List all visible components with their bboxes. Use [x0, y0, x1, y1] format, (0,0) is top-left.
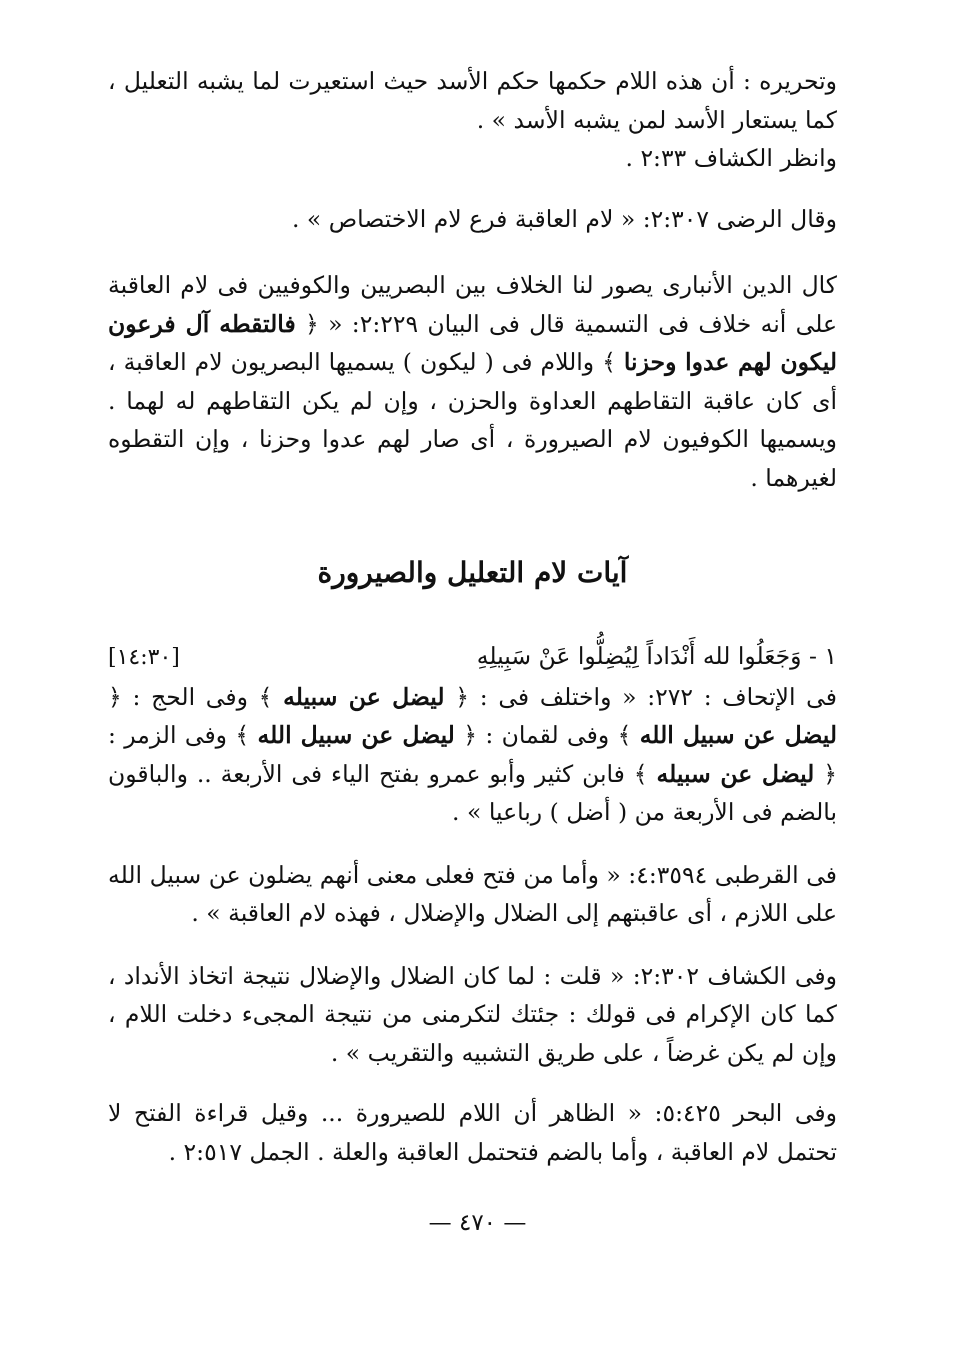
text-segment: فى الإتحاف : ٢٧٢: « واختلف فى : ﴿: [444, 682, 837, 711]
paragraph-tahrir: وتحريره : أن هذه اللام حكمها حكم الأسد حيث استعيرت لما يشبه التعليل ، كما يستعار الأسد لمن يشبه الأسد » .: [108, 67, 837, 134]
paragraph-ithaf: [108, 678, 837, 832]
verse-reference: [١٤:٣٠]: [108, 645, 180, 670]
text-segment: ﴾ واللام فى ( ليكون ) يسميها البصريون لام العاقبة ، أى كان عاقبة التقاطهم العداوة والحزن ، وإن لم يكن التقاطهم له لهما . ويسميها الكوفيون لام الصيرورة ، أى صار لهم عدوا وحزنا ، وإن التقطوه لغيرهما .: [108, 348, 837, 492]
paragraph-bahr: وفى البحر ٥:٤٢٥: « الظاهر أن اللام للصيرورة ... وقيل قراءة الفتح لا تحتمل لام العاقبة ، وأما بالضم فتحتمل العاقبة والعلة . الجمل ٢:٥١٧ .: [108, 1099, 837, 1166]
paragraph-kashshaf-ref: وانظر الكشاف ٢:٣٣ .: [625, 144, 837, 172]
paragraph-anbari: [108, 266, 837, 497]
verse-text: ١ - وَجَعَلُوا لله أَنْدَاداً لِيُضِلُّوا عَنْ سَبِيلِهِ: [476, 642, 837, 670]
verse-line: [108, 637, 837, 678]
quran-quote: ليضل عن سبيل الله: [639, 721, 838, 749]
text-segment: كال الدين الأنبارى يصور لنا الخلاف بين البصريين والكوفيين فى لام العاقبة على أنه خلاف فى التسمية قال فى البيان ٢:٢٢٩: « ﴿: [108, 271, 837, 338]
text-segment: ﴾ وفى لقمان : ﴿: [454, 721, 640, 749]
text-segment: ﴾ وفى الحج : ﴿: [108, 682, 284, 711]
quran-quote: ليضل عن سبيل الله: [257, 721, 455, 749]
paragraph-qurtubi: فى القرطبى ٤:٣٥٩٤: « وأما من فتح فعلى معنى أنهم يضلون عن سبيل الله على اللازم ، أى عاقبتهم إلى الضلال والإضلال ، فهذه لام العاقبة » .: [108, 860, 838, 927]
text-segment: ﴾ فابن كثير وأبو عمرو بفتح الياء فى الأربعة .. والباقون بالضم فى الأربعة من ( أضل ) رباعيا » .: [108, 759, 837, 826]
paragraph-radi: وقال الرضى ٢:٣٠٧: « لام العاقبة فرع لام الاختصاص » .: [291, 204, 837, 233]
text-segment: ﴾ وفى الزمر : ﴿: [108, 721, 838, 788]
quran-quote: فالتقطه آل فرعون ليكون لهم عدوا وحزنا: [108, 309, 837, 376]
paragraph-kashshaf: وفى الكشاف ٢:٣٠٢: « قلت : لما كان الضلال والإضلال نتيجة اتخاذ الأنداد ، كما كان الإكرام فى قولك : جئتك لتكرمنى من نتيجة المجىء دخلت اللام ، وإن لم يكن غرضاً ، على طريق التشبيه والتقريب » .: [108, 961, 837, 1067]
quran-quote: ليضل عن سبيله: [283, 682, 445, 711]
page-number: — ٤٧٠ —: [428, 1210, 527, 1236]
section-heading: آيات لام التعليل والصيرورة: [317, 556, 628, 589]
quran-quote: ليضل عن سبيله: [656, 759, 815, 788]
